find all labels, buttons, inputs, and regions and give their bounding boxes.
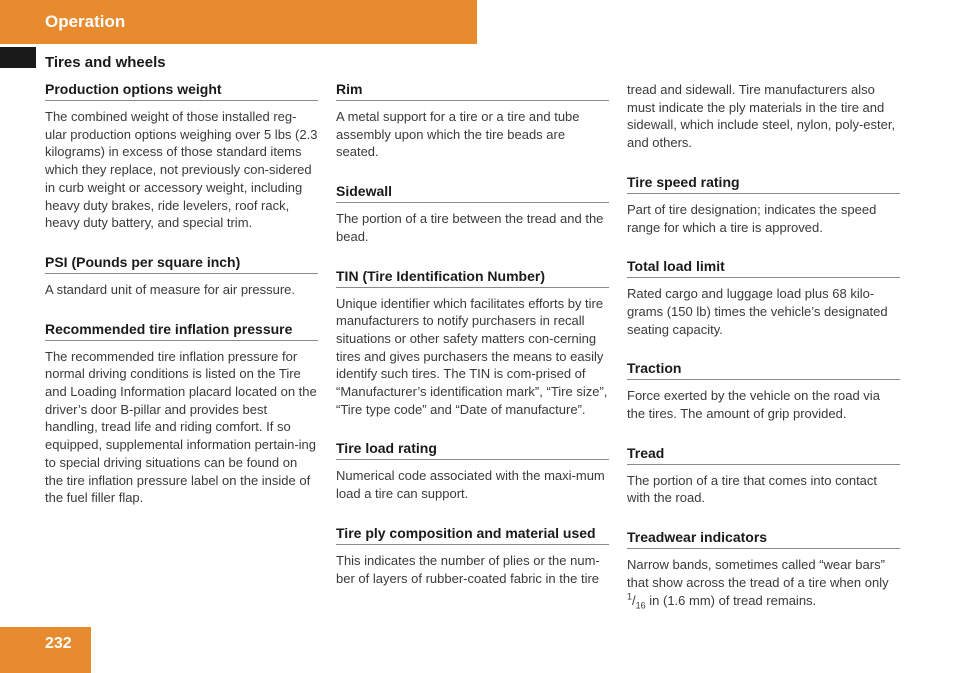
fraction-denominator: 16 <box>635 600 646 611</box>
term-tread: Tread <box>627 444 900 465</box>
term-total-load-limit: Total load limit <box>627 257 900 278</box>
term-tire-ply-composition: Tire ply composition and material used <box>336 524 609 545</box>
term-sidewall: Sidewall <box>336 182 609 203</box>
definition-psi: A standard unit of measure for air pressure. <box>45 281 296 297</box>
definition-tread: The portion of a tire that comes into contact with the road. <box>627 472 878 506</box>
column-2 <box>336 80 609 608</box>
term-psi: PSI (Pounds per square inch) <box>45 253 318 274</box>
column-1 <box>45 80 318 528</box>
section-title: Tires and wheels <box>45 54 166 71</box>
chapter-title: Operation <box>45 12 126 31</box>
term-rim: Rim <box>336 80 609 101</box>
definition-tire-speed-rating: Part of tire designation; indicates the speed range for which a tire is approved. <box>627 201 877 235</box>
term-treadwear-indicators: Treadwear indicators <box>627 528 900 549</box>
definition-treadwear-indicators <box>627 556 900 609</box>
term-tire-speed-rating: Tire speed rating <box>627 173 900 194</box>
definition-production-options-weight: The combined weight of those installed reg-ular production options weighing over 5 lbs (2.3 kilograms) in excess of those standard items which they replace, not previously con-sidered in curb weight or accessory weight, including heavy duty brakes, ride levelers, roof rack, heavy duty battery, and special trim. <box>45 109 318 231</box>
term-traction: Traction <box>627 359 900 380</box>
term-recommended-tire-inflation-pressure: Recommended tire inflation pressure <box>45 320 318 341</box>
definition-total-load-limit: Rated cargo and luggage load plus 68 kilo-grams (150 lb) times the vehicle’s designated seating capacity. <box>627 286 888 337</box>
fraction-slash: / <box>632 592 636 608</box>
treadwear-text-after: in (1.6 mm) of tread remains. <box>645 592 817 608</box>
definition-tin: Unique identifier which facilitates efforts by tire manufacturers to notify purchasers in recall situations or other safety matters con-cerning tires and gives purchasers the means to easily identify such tires. The TIN is com-prised of “Manufacturer’s identification mark”, “Tire size”, “Tire type code” and “Date of manufacture”. <box>336 295 608 417</box>
definition-recommended-tire-inflation-pressure: The recommended tire inflation pressure for normal driving conditions is listed on the Tire and Loading Information placard located on the driver’s door B-pillar and provides best handling, tread life and riding comfort. If so equipped, supplemental information pertain-ing to special driving situations can be found on the tire inflation pressure label on the inside of the fuel filler flap. <box>45 348 317 506</box>
term-tire-load-rating: Tire load rating <box>336 439 609 460</box>
term-tin: TIN (Tire Identification Number) <box>336 267 609 288</box>
definition-sidewall: The portion of a tire between the tread and the bead. <box>336 211 604 244</box>
definition-traction: Force exerted by the vehicle on the road via the tires. The amount of grip provided. <box>627 388 880 422</box>
section-marker-tab <box>0 47 36 68</box>
page-number: 232 <box>45 635 72 652</box>
treadwear-text: Narrow bands, sometimes called “wear bars” that show across the tread of a tire when only <box>627 557 889 590</box>
definition-continuation: tread and sidewall. Tire manufacturers also must indicate the ply materials in the tire and sidewall, which include steel, nylon, poly-ester, and others. <box>627 82 896 151</box>
column-3 <box>627 81 900 630</box>
term-production-options-weight: Production options weight <box>45 80 318 101</box>
definition-tire-ply-composition: This indicates the number of plies or the num-ber of layers of rubber-coated fabric in the tire <box>336 552 600 586</box>
definition-rim: A metal support for a tire or a tire and tube assembly upon which the tire beads are seated. <box>336 109 580 160</box>
fraction-numerator: 1 <box>627 591 633 602</box>
definition-tire-load-rating: Numerical code associated with the maxi-mum load a tire can support. <box>336 468 605 502</box>
